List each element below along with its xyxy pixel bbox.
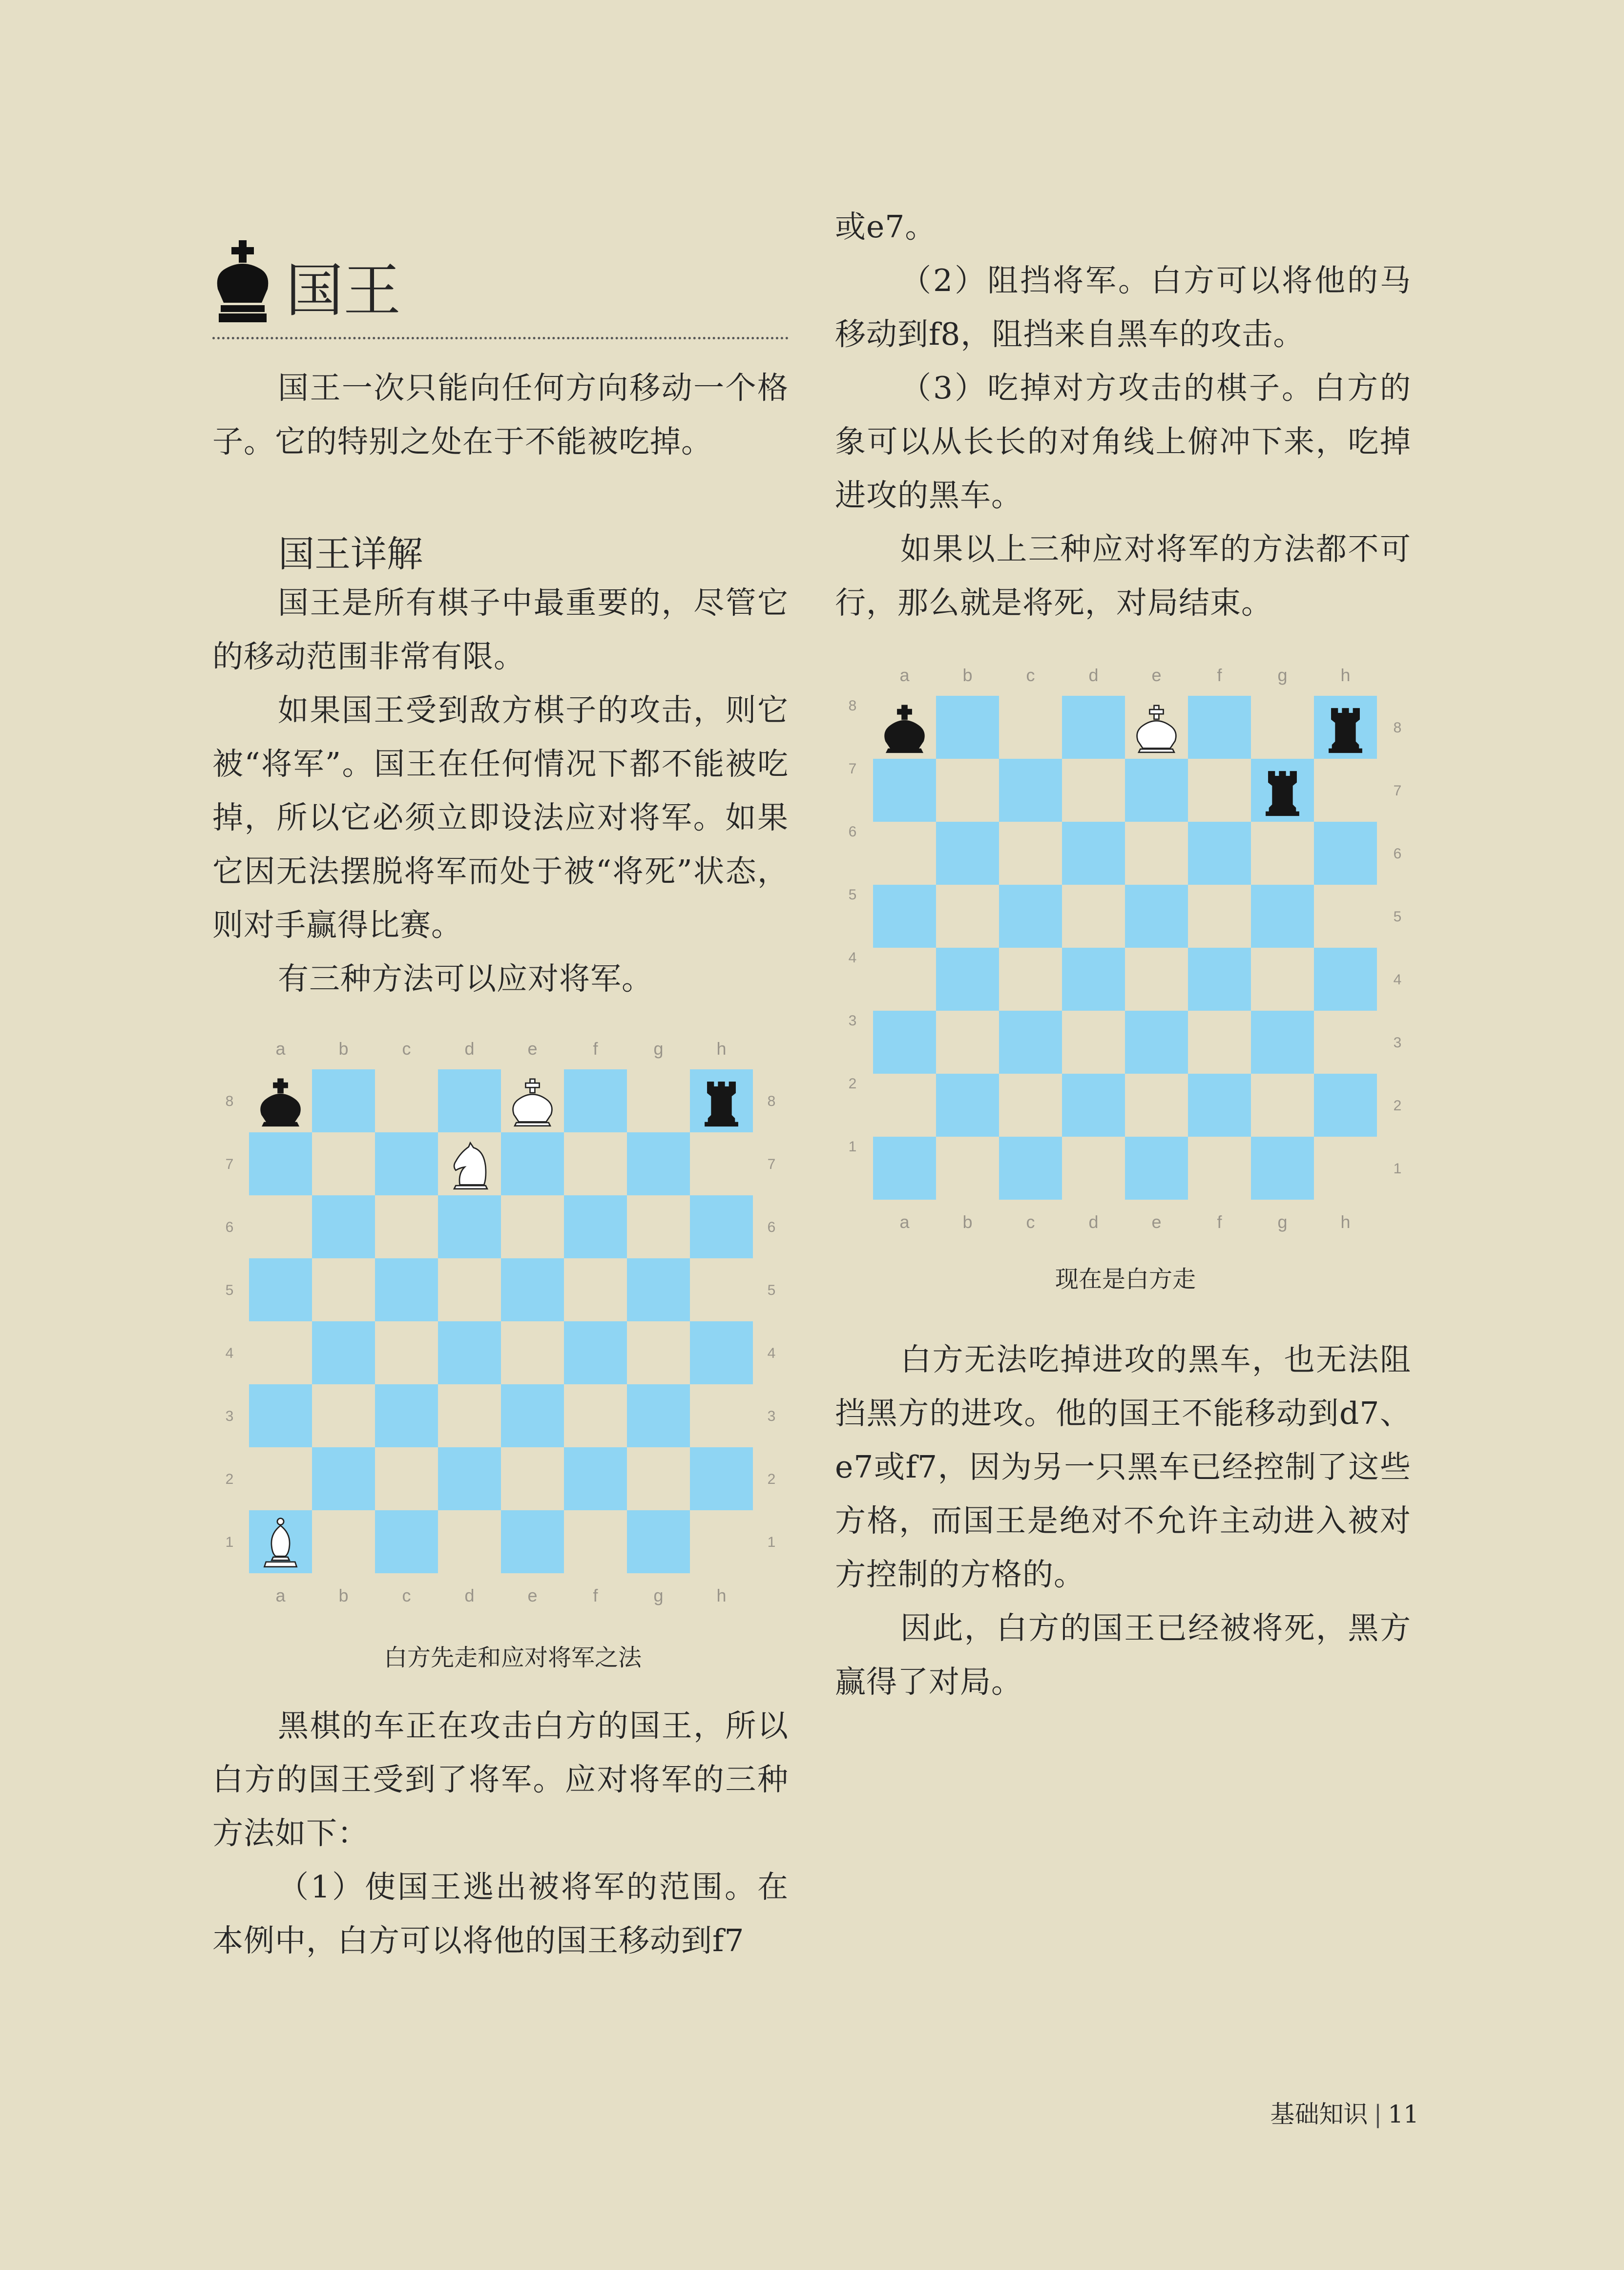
file-label: e	[1151, 1212, 1162, 1232]
board-square	[1125, 759, 1188, 822]
board-square	[438, 1510, 501, 1573]
board-square	[1062, 948, 1125, 1011]
board-square	[873, 1011, 936, 1074]
board-square	[312, 1132, 375, 1195]
board-square	[690, 1258, 753, 1321]
file-label: b	[338, 1585, 349, 1605]
board-square	[1125, 948, 1188, 1011]
board-square	[438, 1258, 501, 1321]
board-square	[999, 885, 1062, 948]
file-label: e	[1151, 665, 1162, 685]
board-square	[312, 1069, 375, 1132]
rank-label: 2	[1393, 1098, 1402, 1114]
rank-label: 6	[225, 1219, 234, 1235]
board-square	[564, 1132, 627, 1195]
file-label: d	[464, 1039, 475, 1059]
board-square	[690, 1510, 753, 1573]
board-square	[501, 1132, 564, 1195]
board-square	[1125, 1011, 1188, 1074]
file-label: c	[402, 1039, 411, 1059]
paragraph-4: 黑棋的车正在攻击白方的国王，所以白方的国王受到了将军。应对将军的三种方法如下：	[212, 1708, 789, 1851]
rank-label: 3	[848, 1013, 857, 1029]
file-label: c	[1026, 1212, 1035, 1232]
paragraph-2: 如果国王受到敌方棋子的攻击，则它被“将军”。国王在任何情况下都不能被吃掉，所以它必须立即设法应对将军。如果它因无法摆脱将军而处于被“将死”状态，则对手赢得比赛。	[212, 692, 789, 943]
board-square	[375, 1321, 438, 1384]
file-label: g	[653, 1585, 664, 1605]
board-square	[690, 1195, 753, 1258]
paragraph-9: 如果以上三种应对将军的方法都不可行，那么就是将死，对局结束。	[835, 531, 1411, 621]
board-square	[690, 1447, 753, 1510]
section-heading: 国王详解	[278, 533, 423, 575]
rank-label: 8	[225, 1093, 234, 1109]
file-label: a	[275, 1585, 286, 1605]
file-label: a	[275, 1039, 286, 1059]
board-square	[1125, 1074, 1188, 1137]
rank-label: 8	[1393, 720, 1402, 736]
rank-label: 1	[848, 1139, 857, 1155]
rank-label: 4	[848, 950, 857, 966]
board-square	[690, 1132, 753, 1195]
board-square	[1188, 1137, 1251, 1200]
board-square	[438, 1195, 501, 1258]
rank-label: 8	[767, 1093, 776, 1109]
board-square	[1188, 759, 1251, 822]
board-square	[249, 1447, 312, 1510]
file-label: f	[593, 1039, 598, 1059]
file-label: g	[1277, 665, 1288, 685]
paragraph-1: 国王是所有棋子中最重要的，尽管它的移动范围非常有限。	[212, 585, 789, 674]
board-square	[564, 1258, 627, 1321]
file-label: b	[962, 665, 973, 685]
board-square	[375, 1447, 438, 1510]
board-square	[501, 1447, 564, 1510]
board-square	[1188, 822, 1251, 885]
board-square	[564, 1321, 627, 1384]
file-label: e	[527, 1039, 538, 1059]
file-label: d	[464, 1585, 475, 1605]
board-square	[312, 1195, 375, 1258]
board-square	[375, 1510, 438, 1573]
board-square	[1125, 885, 1188, 948]
board-square	[1125, 1137, 1188, 1200]
board-square	[501, 1510, 564, 1573]
board-square	[375, 1069, 438, 1132]
rank-label: 7	[1393, 783, 1402, 799]
paragraph-7: （2）阻挡将军。白方可以将他的马移动到f8，阻挡来自黑车的攻击。	[835, 263, 1411, 352]
board-square	[873, 759, 936, 822]
rank-label: 1	[1393, 1161, 1402, 1177]
board-square	[501, 1195, 564, 1258]
rank-label: 2	[767, 1471, 776, 1487]
board-square	[627, 1384, 690, 1447]
board-square	[627, 1321, 690, 1384]
board-square	[873, 1137, 936, 1200]
file-label: a	[899, 665, 910, 685]
board-square	[936, 885, 999, 948]
rank-label: 4	[225, 1345, 234, 1361]
file-label: a	[899, 1212, 910, 1232]
rank-label: 6	[767, 1219, 776, 1235]
rank-label: 2	[225, 1471, 234, 1487]
rank-label: 5	[767, 1282, 776, 1298]
board-square	[1188, 696, 1251, 759]
rank-label: 7	[767, 1156, 776, 1172]
board-square	[1188, 1011, 1251, 1074]
board-square	[249, 1132, 312, 1195]
board-square	[999, 1137, 1062, 1200]
file-label: f	[1217, 1212, 1222, 1232]
board-square	[627, 1510, 690, 1573]
board-square	[999, 1074, 1062, 1137]
rank-label: 5	[1393, 909, 1402, 925]
board-square	[936, 1074, 999, 1137]
paragraph-3: 有三种方法可以应对将军。	[278, 961, 653, 997]
board-square	[627, 1447, 690, 1510]
diagram-1-caption: 白方先走和应对将军之法	[383, 1644, 642, 1671]
paragraph-8: （3）吃掉对方攻击的棋子。白方的象可以从长长的对角线上俯冲下来，吃掉进攻的黑车。	[835, 370, 1411, 513]
board-square	[375, 1258, 438, 1321]
board-square	[312, 1384, 375, 1447]
file-label: e	[527, 1585, 538, 1605]
board-square	[501, 1384, 564, 1447]
file-label: c	[1026, 665, 1035, 685]
title-divider	[212, 337, 789, 339]
board-square	[627, 1132, 690, 1195]
paragraph-10: 白方无法吃掉进攻的黑车，也无法阻挡黑方的进攻。他的国王不能移动到d7、e7或f7，因为另一只黑车已经控制了这些方格，而国王是绝对不允许主动进入被对方控制的方格的。	[835, 1342, 1411, 1592]
board-square	[936, 948, 999, 1011]
board-square	[936, 759, 999, 822]
chess-diagram-2	[840, 654, 1436, 1240]
king-icon	[211, 240, 274, 323]
board-square	[1062, 696, 1125, 759]
board-square	[627, 1258, 690, 1321]
rank-label: 1	[225, 1534, 234, 1550]
board-square	[1314, 948, 1377, 1011]
board-square	[873, 822, 936, 885]
board-square	[873, 885, 936, 948]
board-square	[627, 1195, 690, 1258]
board-square	[936, 696, 999, 759]
file-label: f	[1217, 665, 1222, 685]
board-square	[249, 1384, 312, 1447]
board-square	[249, 1321, 312, 1384]
board-square	[1062, 759, 1125, 822]
rank-label: 2	[848, 1076, 857, 1092]
rank-label: 6	[848, 824, 857, 840]
file-label: c	[402, 1585, 411, 1605]
board-square	[312, 1447, 375, 1510]
board-square	[438, 1069, 501, 1132]
board-square	[1314, 822, 1377, 885]
footer-section: 基础知识	[1270, 2100, 1368, 2128]
file-label: g	[653, 1039, 664, 1059]
board-square	[1251, 822, 1314, 885]
board-square	[564, 1195, 627, 1258]
board-square	[999, 759, 1062, 822]
board-square	[936, 1011, 999, 1074]
board-square	[438, 1321, 501, 1384]
diagram-2-caption: 现在是白方走	[1055, 1266, 1196, 1293]
board-square	[1188, 948, 1251, 1011]
rank-label: 3	[767, 1408, 776, 1424]
paragraph-6: 或e7。	[835, 209, 937, 245]
board-square	[1125, 822, 1188, 885]
board-square	[312, 1510, 375, 1573]
board-square	[1251, 948, 1314, 1011]
board-square	[1314, 759, 1377, 822]
board-square	[564, 1447, 627, 1510]
board-square	[438, 1384, 501, 1447]
board-square	[1314, 1074, 1377, 1137]
board-square	[564, 1069, 627, 1132]
rank-label: 4	[1393, 972, 1402, 988]
rank-label: 7	[848, 761, 857, 777]
file-label: d	[1088, 1212, 1099, 1232]
page-footer: 基础知识 | 11	[1270, 2100, 1419, 2128]
intro-paragraph: 国王一次只能向任何方向移动一个格子。它的特别之处在于不能被吃掉。	[212, 370, 789, 459]
board-square	[1062, 1011, 1125, 1074]
board-square	[1314, 1137, 1377, 1200]
board-square	[1251, 1011, 1314, 1074]
page-number: 11	[1388, 2100, 1419, 2128]
paragraph-11: 因此，白方的国王已经被将死，黑方赢得了对局。	[835, 1610, 1411, 1700]
board-square	[999, 948, 1062, 1011]
board-square	[375, 1195, 438, 1258]
rank-label: 5	[225, 1282, 234, 1298]
board-square	[873, 948, 936, 1011]
board-square	[1062, 885, 1125, 948]
file-label: h	[1340, 665, 1351, 685]
board-square	[249, 1258, 312, 1321]
board-square	[564, 1384, 627, 1447]
board-square	[1251, 885, 1314, 948]
rank-label: 5	[848, 887, 857, 903]
board-square	[999, 1011, 1062, 1074]
board-square	[627, 1069, 690, 1132]
file-label: d	[1088, 665, 1099, 685]
board-square	[1188, 1074, 1251, 1137]
board-square	[1314, 1011, 1377, 1074]
rank-label: 8	[848, 698, 857, 714]
board-square	[1062, 1074, 1125, 1137]
board-square	[312, 1321, 375, 1384]
page-title: 国王	[286, 257, 401, 324]
board-square	[375, 1384, 438, 1447]
board-square	[999, 822, 1062, 885]
rank-label: 7	[225, 1156, 234, 1172]
file-label: f	[593, 1585, 598, 1605]
file-label: b	[338, 1039, 349, 1059]
board-square	[501, 1258, 564, 1321]
board-square	[249, 1195, 312, 1258]
board-square	[1188, 885, 1251, 948]
file-label: h	[716, 1585, 727, 1605]
board-square	[999, 696, 1062, 759]
board-square	[1314, 885, 1377, 948]
board-square	[1251, 1137, 1314, 1200]
rank-label: 1	[767, 1534, 776, 1550]
file-label: h	[1340, 1212, 1351, 1232]
rank-label: 3	[1393, 1035, 1402, 1051]
board-square	[936, 822, 999, 885]
board-square	[564, 1510, 627, 1573]
board-square	[1251, 1074, 1314, 1137]
file-label: g	[1277, 1212, 1288, 1232]
board-square	[1062, 822, 1125, 885]
board-square	[1062, 1137, 1125, 1200]
board-square	[501, 1321, 564, 1384]
board-square	[1251, 696, 1314, 759]
rank-label: 4	[767, 1345, 776, 1361]
board-square	[690, 1384, 753, 1447]
rank-label: 6	[1393, 846, 1402, 862]
chess-diagram-1	[215, 1030, 811, 1616]
paragraph-5: （1）使国王逃出被将军的范围。在本例中，白方可以将他的国王移动到f7	[212, 1869, 789, 1958]
board-square	[438, 1447, 501, 1510]
board-square	[873, 1074, 936, 1137]
board-square	[690, 1321, 753, 1384]
board-square	[312, 1258, 375, 1321]
board-square	[375, 1132, 438, 1195]
file-label: h	[716, 1039, 727, 1059]
file-label: b	[962, 1212, 973, 1232]
rank-label: 3	[225, 1408, 234, 1424]
board-square	[936, 1137, 999, 1200]
